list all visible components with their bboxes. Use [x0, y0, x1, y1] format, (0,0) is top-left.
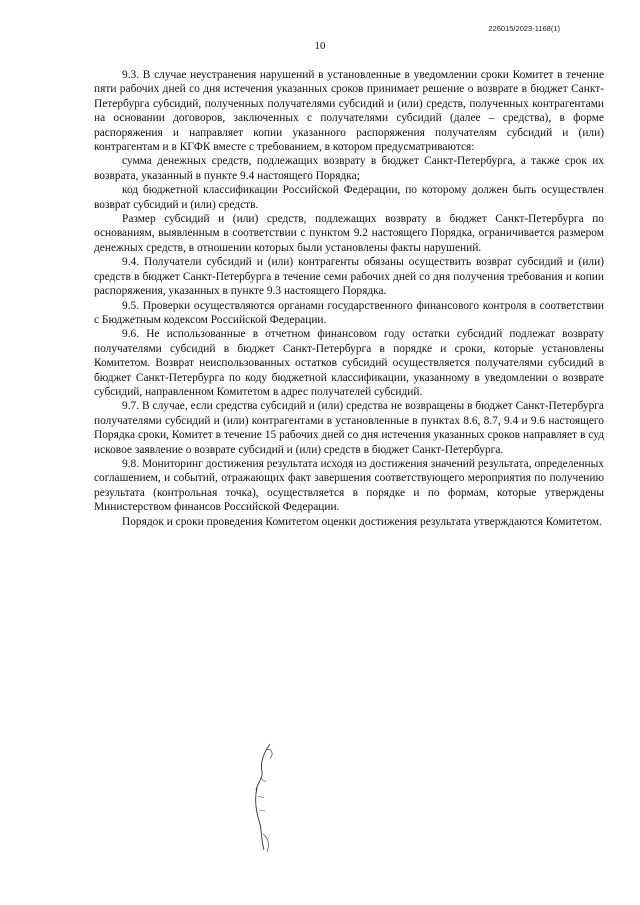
paragraph-9-7: 9.7. В случае, если средства субсидий и (или) средства не возвращены в бюджет Санкт-Петербурга получателями субсидий и (или) контрагентами в установленные в пунктах 8.6, 8.7, 9.4 и 9.6 настоящего Порядка сроки, Комитет в течение 15 рабочих дней со дня истечения указанных сроков направляет в суд исковое заявление о возврате субсидий и (или) средств в бюджет Санкт-Петербурга. [94, 400, 604, 456]
paragraph-9-3: 9.3. В случае неустранения нарушений в установленные в уведомлении сроки Комитет в течение пяти рабочих дней со дня истечения указанных сроков принимает решение о возврате в бюджет Санкт-Петербурга субсидий, полученных получателями субсидий и (или) средств, полученных контрагентами на основании договоров, заключенных с получателями субсидий (далее – средства), в форме распоряжения и направляет копии указанного распоряжения получателям субсидий и (или) контрагентам и в КГФК вместе с требованием, в котором предусматриваются: [94, 69, 604, 154]
document-body [94, 68, 604, 529]
handwritten-signature [248, 738, 308, 858]
paragraph-9-8: 9.8. Мониторинг достижения результата исходя из достижения значений результата, определенных соглашением, и событий, отражающих факт завершения соответствующего мероприятия по получению результата (контрольная точка), осуществляется в порядке и по формам, которые утверждены Министерством финансов Российской Федерации. [94, 457, 604, 514]
paragraph-9-4: 9.4. Получатели субсидий и (или) контрагенты обязаны осуществить возврат субсидий и (или) средств в бюджет Санкт-Петербурга в течение семи рабочих дней со дня получения требования и копии распоряжения, указанных в пункте 9.3 настоящего Порядка. [94, 256, 604, 298]
paragraph-evaluation-procedure: Порядок и сроки проведения Комитетом оценки достижения результата утверждаются Комитетом. [122, 515, 602, 528]
paragraph-9-5: 9.5. Проверки осуществляются органами государственного финансового контроля в соответствии с Бюджетным кодексом Российской Федерации. [94, 299, 604, 326]
page-number: 10 [314, 40, 326, 52]
paragraph-amount-limit: Размер субсидий и (или) средств, подлежащих возврату в бюджет Санкт-Петербурга по основаниям, выявленным в соответствии с пунктом 9.2 настоящего Порядка, ограничивается размером денежных средств, в отношении которых были установлены факты нарушений. [94, 213, 604, 254]
paragraph-9-6: 9.6. Не использованные в отчетном финансовом году остатки субсидий подлежат возврату получателями субсидий в бюджет Санкт-Петербурга в порядке и сроки, которые установлены Комитетом. Возврат неиспользованных остатков субсидий осуществляется получателями субсидий в бюджет Санкт-Петербурга по коду бюджетной классификации, указанному в уведомлении о возврате субсидий, направленном Комитетом в адрес получателей субсидий. [94, 328, 604, 398]
paragraph-requirement-code: код бюджетной классификации Российской Федерации, по которому должен быть осуществлен возврат субсидий и (или) средств. [94, 184, 604, 211]
document-id: 226015/2023-1168(1) [488, 24, 560, 33]
paragraph-requirement-sum: сумма денежных средств, подлежащих возврату в бюджет Санкт-Петербурга, а также срок их возврата, указанный в пункте 9.4 настоящего Порядка; [94, 155, 604, 182]
